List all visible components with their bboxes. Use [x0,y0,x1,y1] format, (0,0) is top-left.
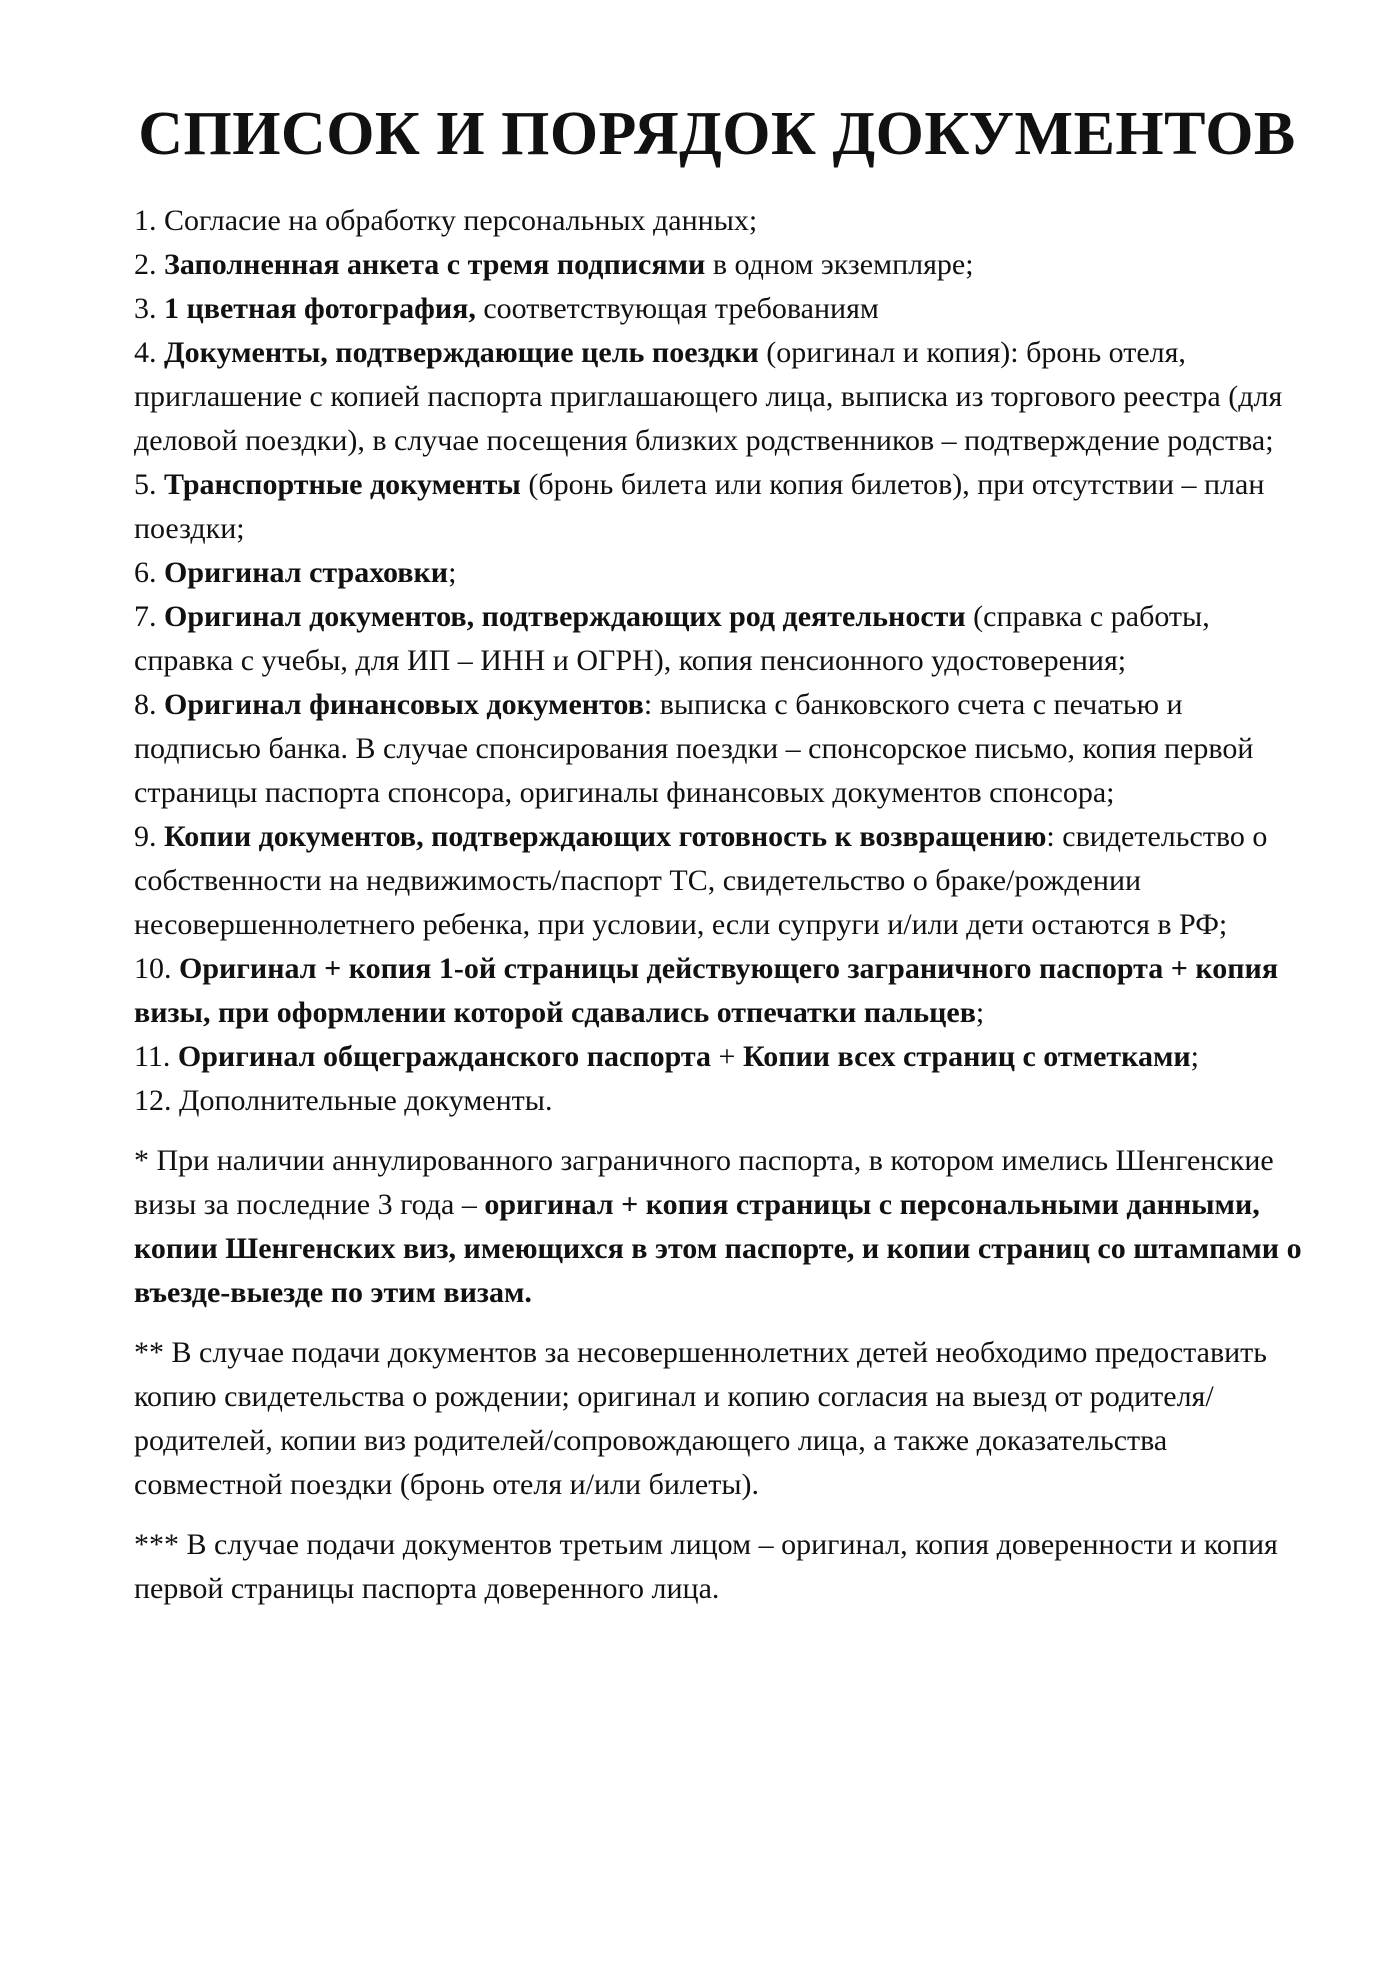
list-item [134,243,1310,287]
item-number: 12. [134,1084,172,1117]
list-item [134,683,1310,815]
item-text: (оригинал и копия): бронь отеля, приглашение с копией паспорта приглашающего лица, выписка из торгового реестра (для деловой поездки), в случае посещения близких родственников – подтверждение родства; [134,336,1283,457]
item-text: ; [975,996,985,1029]
item-number: 7. [134,600,157,633]
footnote [134,1523,1310,1611]
item-number: 2. [134,248,157,281]
item-number: 4. [134,336,157,369]
item-text: соответствующая требованиям [475,292,879,325]
list-item [134,331,1310,463]
page-title: СПИСОК И ПОРЯДОК ДОКУМЕНТОВ [138,100,1296,168]
item-text: в одном экземпляре; [705,248,974,281]
item-text: (бронь билета или копия билетов), при отсутствии – план поездки; [134,468,1265,545]
item-number: 3. [134,292,157,325]
item-number: 1. [134,204,157,237]
item-bold-text: Оригинал общегражданского паспорта [177,1040,712,1073]
list-item [134,551,1310,595]
list-item [134,815,1310,947]
item-number: 11. [134,1040,171,1073]
item-text: ; [1190,1040,1200,1073]
item-bold-text: Оригинал документов, подтверждающих род деятельности [164,600,966,633]
item-text: Дополнительные документы. [171,1084,553,1117]
list-item [134,1035,1310,1079]
item-number: 5. [134,468,157,501]
footnote [134,1331,1310,1507]
item-bold-text: Копии всех страниц с отметками [742,1040,1191,1073]
item-text: (справка с работы, справка с учебы, для ИП – ИНН и ОГРН), копия пенсионного удостоверения; [134,600,1210,677]
list-item [134,463,1310,551]
footnote-text: *** В случае подачи документов третьим лицом – оригинал, копия доверенности и копия первой страницы паспорта доверенного лица. [134,1528,1278,1605]
item-number: 10. [134,952,172,985]
item-bold-text: Заполненная анкета с тремя подписями [164,248,706,281]
list-item [134,1079,1310,1123]
item-bold-text: 1 цветная фотография, [164,292,476,325]
item-bold-text: Транспортные документы [164,468,521,501]
documents-list [134,199,1310,1123]
item-bold-text: Документы, подтверждающие цель поездки [164,336,759,369]
footnotes [134,1139,1310,1611]
item-bold-text: Оригинал страховки [164,556,449,589]
item-bold-text: Оригинал + копия 1-ой страницы действующего заграничного паспорта + копия визы, при оформлении которой сдавались отпечатки пальцев [134,952,1279,1029]
item-text: ; [448,556,457,589]
item-text: Согласие на обработку персональных данных; [156,204,758,237]
item-connector: + [711,1040,743,1073]
item-text: : выписка с банковского счета с печатью и подписью банка. В случае спонсирования поездки – спонсорское письмо, копия первой страницы паспорта спонсора, оригиналы финансовых документов спонсора; [134,688,1254,809]
list-item [134,199,1310,243]
item-bold-text: Копии документов, подтверждающих готовность к возвращению [164,820,1047,853]
item-text: : свидетельство о собственности на недвижимость/паспорт ТС, свидетельство о браке/рождении несовершеннолетнего ребенка, при условии, если супруги и/или дети остаются в РФ; [134,820,1268,941]
item-number: 6. [134,556,157,589]
list-item [134,287,1310,331]
footnote-text: ** В случае подачи документов за несовершеннолетних детей необходимо предоставить копию свидетельства о рождении; оригинал и копию согласия на выезд от родителя/родителей, копии виз родителей/сопровождающего лица, а также доказательства совместной поездки (бронь отеля и/или билеты). [134,1336,1267,1501]
list-item [134,947,1310,1035]
footnote [134,1139,1310,1315]
list-item [134,595,1310,683]
item-bold-text: Оригинал финансовых документов [164,688,644,721]
footnote-text: * При наличии аннулированного заграничного паспорта, в котором имелись Шенгенские визы за последние 3 года – [134,1144,1274,1221]
item-number: 8. [134,688,157,721]
item-number: 9. [134,820,157,853]
footnote-bold-text: оригинал + копия страницы с персональными данными, копии Шенгенских виз, имеющихся в этом паспорте, и копии страниц со штампами о въезде-выезде по этим визам. [134,1188,1302,1309]
